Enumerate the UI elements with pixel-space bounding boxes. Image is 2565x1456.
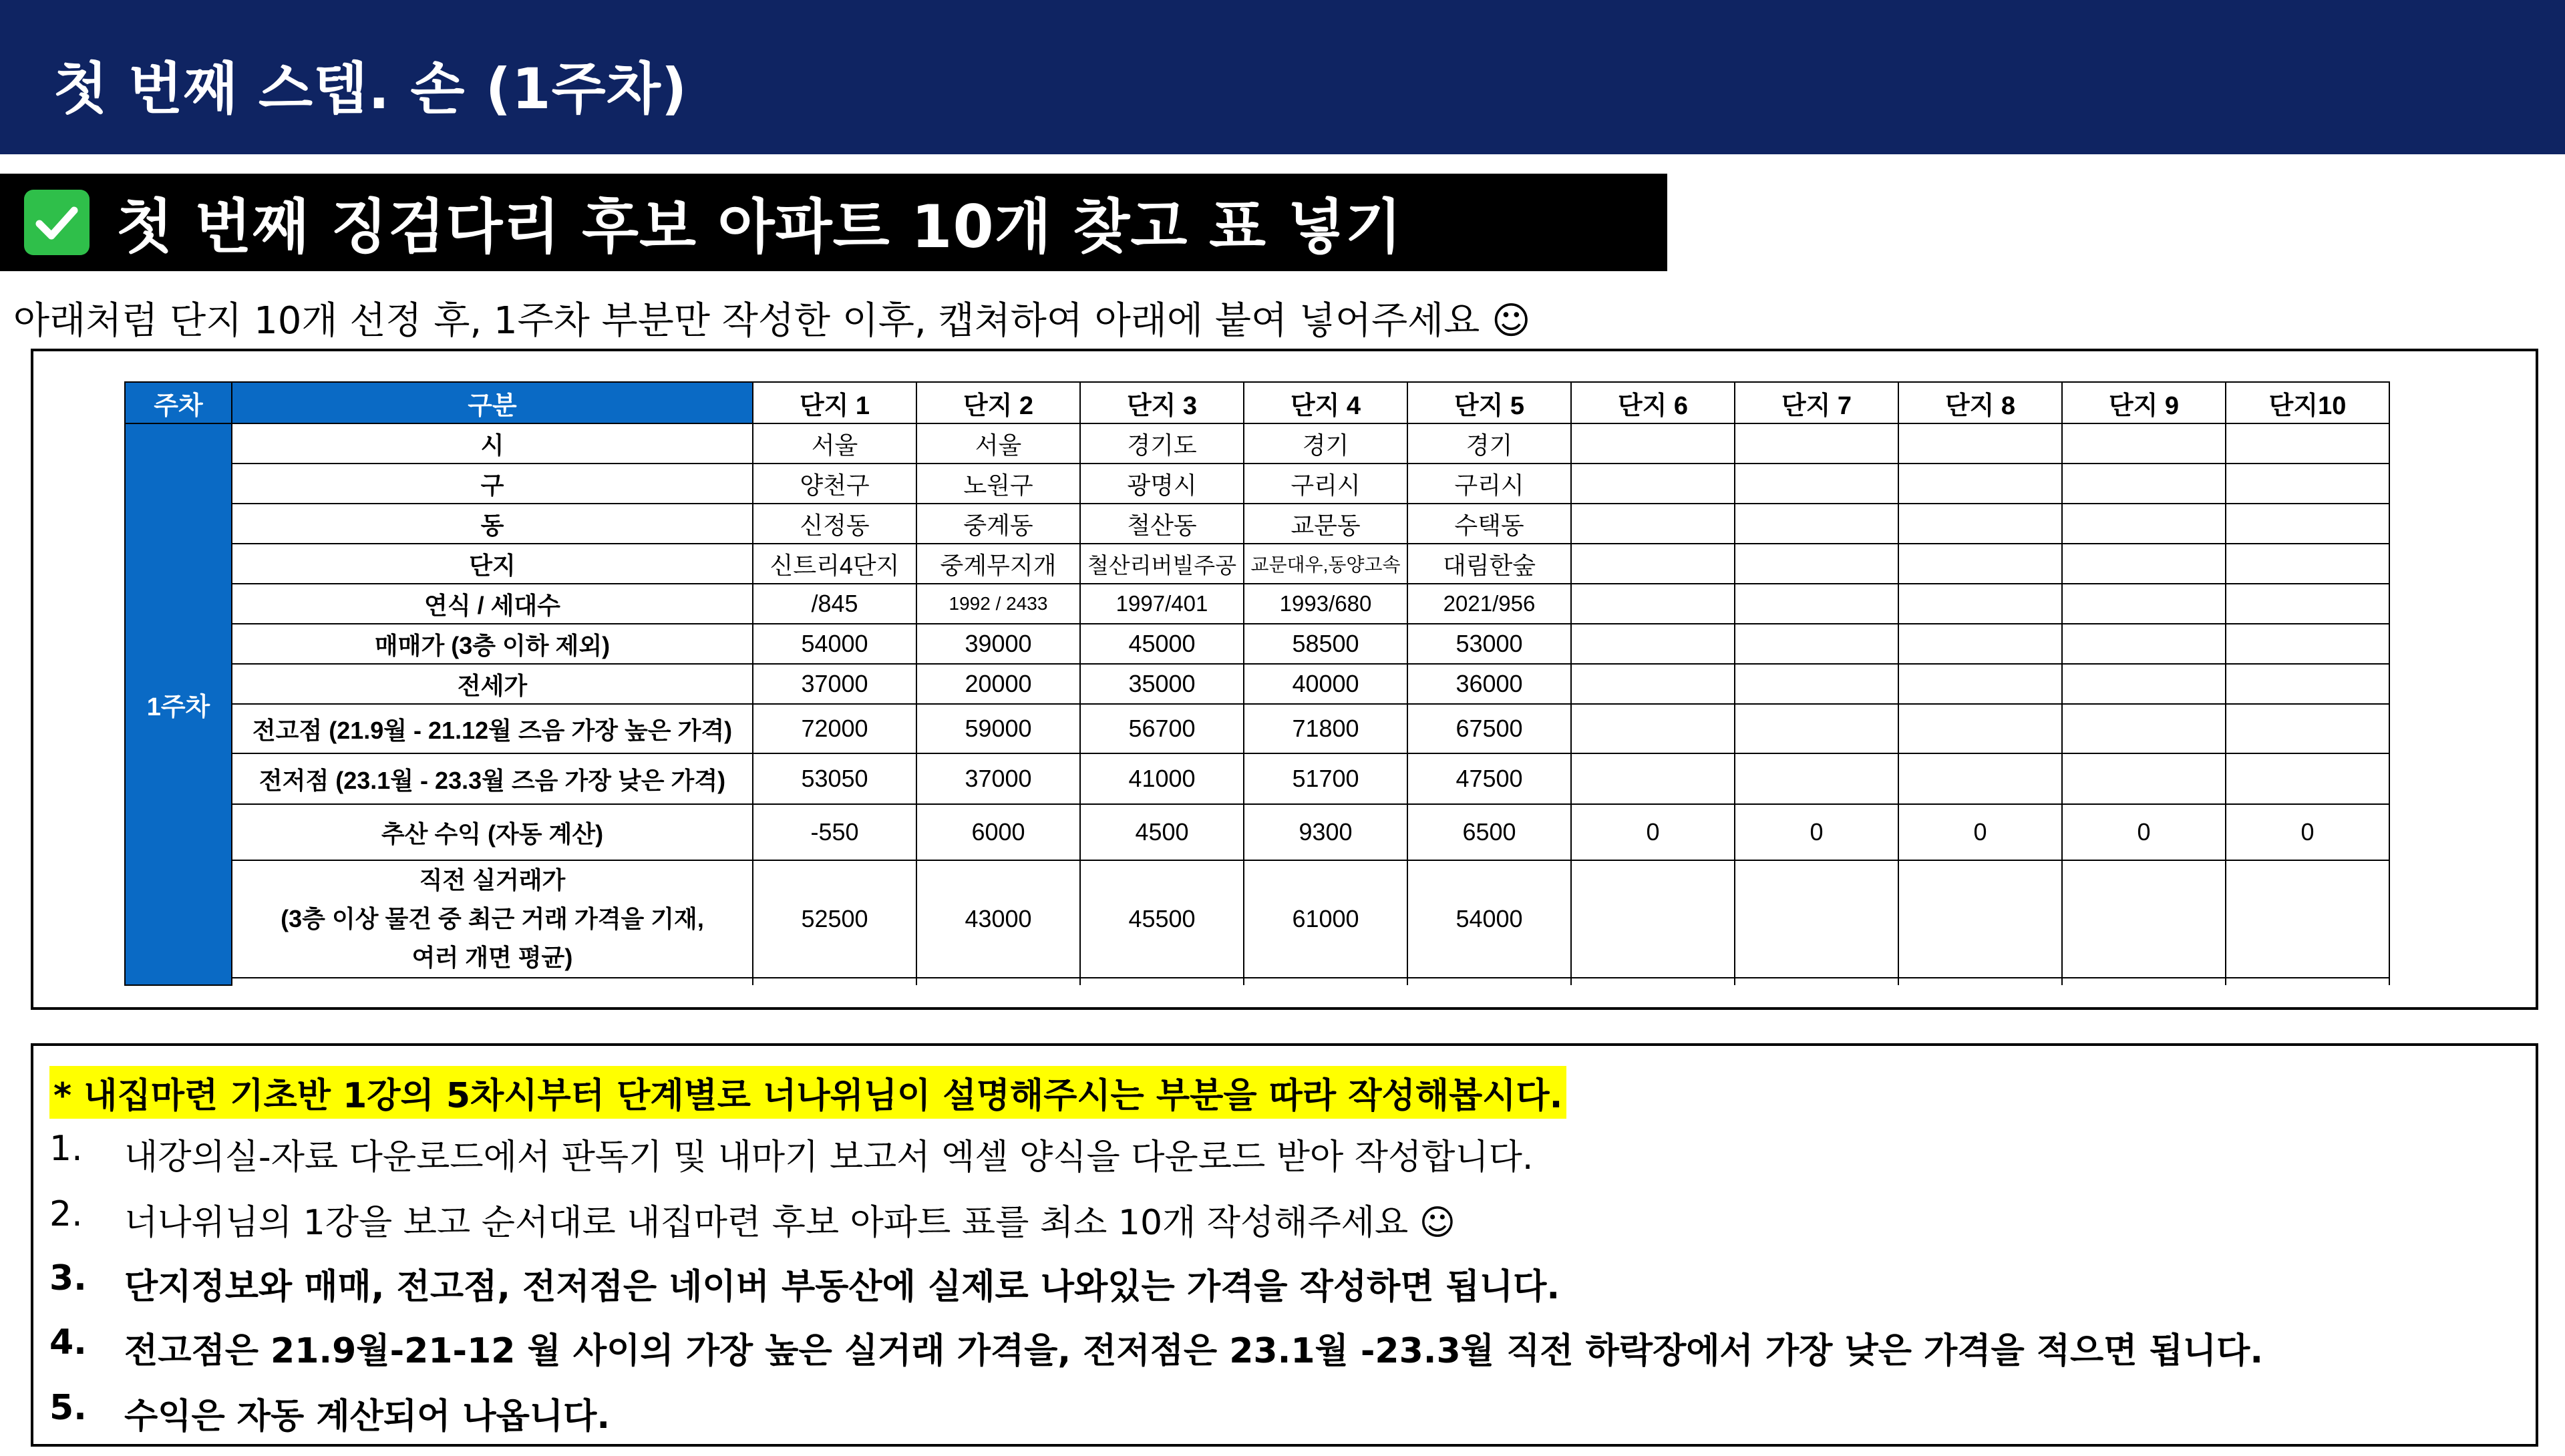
table-cell — [2226, 664, 2389, 704]
row-label: 시 — [232, 423, 753, 464]
table-cell — [1735, 544, 1898, 584]
table-cell: 철산동 — [1080, 504, 1244, 544]
table-cell: 노원구 — [916, 464, 1080, 504]
header-category: 구분 — [232, 382, 753, 423]
table-cell — [1571, 860, 1735, 978]
table-cell — [1735, 504, 1898, 544]
table-cell: 53000 — [1407, 624, 1571, 664]
table-cell: 1992 / 2433 — [916, 584, 1080, 624]
table-cell — [2062, 624, 2226, 664]
table-cell: 45500 — [1080, 860, 1244, 978]
table-header-row — [125, 382, 2389, 423]
note-item-1 — [49, 1129, 1533, 1179]
table-cell: 45000 — [1080, 624, 1244, 664]
table-cell — [2062, 464, 2226, 504]
notes-highlight: * 내집마련 기초반 1강의 5차시부터 단계별로 너나위님이 설명해주시는 부분을 따라 작성해봅시다. — [49, 1066, 1566, 1119]
table-cell: 중계무지개 — [916, 544, 1080, 584]
row-label: 연식 / 세대수 — [232, 584, 753, 624]
table-row — [125, 464, 2389, 504]
table-bottom-padding — [125, 978, 2389, 985]
header-complex-4: 단지 4 — [1244, 382, 1407, 423]
checkmark-icon — [24, 190, 90, 255]
table-cell — [1735, 584, 1898, 624]
table-cell: 서울 — [753, 423, 916, 464]
table-cell — [2062, 704, 2226, 753]
table-cell: 구리시 — [1407, 464, 1571, 504]
table-cell — [2062, 504, 2226, 544]
note-number: 5. — [49, 1388, 87, 1428]
notes-box — [31, 1043, 2538, 1447]
table-row — [125, 753, 2389, 804]
table-cell — [1571, 704, 1735, 753]
padding-cell — [1571, 978, 1735, 985]
note-item-5 — [49, 1388, 610, 1438]
table-cell — [1898, 860, 2062, 978]
padding-cell — [2062, 978, 2226, 985]
table-cell — [1735, 464, 1898, 504]
table-cell — [2062, 664, 2226, 704]
table-cell: 6500 — [1407, 804, 1571, 860]
table-row — [125, 860, 2389, 978]
row-label: 구 — [232, 464, 753, 504]
row-label: 전저점 (23.1월 - 23.3월 즈음 가장 낮은 가격) — [232, 753, 753, 804]
table-cell — [1735, 753, 1898, 804]
table-cell — [2226, 584, 2389, 624]
table-cell: /845 — [753, 584, 916, 624]
table-cell — [2062, 584, 2226, 624]
table-cell: 59000 — [916, 704, 1080, 753]
table-cell: 56700 — [1080, 704, 1244, 753]
table-cell: 4500 — [1080, 804, 1244, 860]
header-complex-7: 단지 7 — [1735, 382, 1898, 423]
table-cell: 53050 — [753, 753, 916, 804]
table-cell: 41000 — [1080, 753, 1244, 804]
table-cell — [2226, 544, 2389, 584]
note-number: 2. — [49, 1194, 83, 1234]
candidate-table — [124, 381, 2390, 986]
table-cell: 47500 — [1407, 753, 1571, 804]
padding-cell — [916, 978, 1080, 985]
table-cell — [1898, 624, 2062, 664]
table-cell — [1735, 664, 1898, 704]
row-label — [232, 860, 753, 978]
note-text: 단지정보와 매매, 전고점, 전저점은 네이버 부동산에 실제로 나와있는 가격을 작성하면 됩니다. — [124, 1267, 1560, 1307]
table-cell: 0 — [2062, 804, 2226, 860]
table-cell: 0 — [1898, 804, 2062, 860]
table-cell: 52500 — [753, 860, 916, 978]
table-cell — [2226, 753, 2389, 804]
table-row — [125, 544, 2389, 584]
note-item-3 — [49, 1258, 1560, 1308]
table-cell — [2226, 504, 2389, 544]
table-row — [125, 624, 2389, 664]
padding-cell — [1244, 978, 1407, 985]
header-complex-1: 단지 1 — [753, 382, 916, 423]
table-cell — [1898, 544, 2062, 584]
header-bar — [0, 0, 2565, 154]
section-title: 첫 번째 징검다리 후보 아파트 10개 찾고 표 넣기 — [116, 192, 1403, 261]
table-cell: 1997/401 — [1080, 584, 1244, 624]
row-label-line: 직전 실거래가 — [419, 866, 566, 894]
header-complex-8: 단지 8 — [1898, 382, 2062, 423]
table-cell — [2062, 753, 2226, 804]
section-banner — [0, 174, 1667, 271]
padding-cell — [1407, 978, 1571, 985]
table-cell — [2062, 544, 2226, 584]
table-cell: 58500 — [1244, 624, 1407, 664]
table-cell: 35000 — [1080, 664, 1244, 704]
header-complex-9: 단지 9 — [2062, 382, 2226, 423]
table-cell: 9300 — [1244, 804, 1407, 860]
table-cell: 54000 — [753, 624, 916, 664]
table-cell — [1898, 664, 2062, 704]
table-row — [125, 584, 2389, 624]
table-cell: 71800 — [1244, 704, 1407, 753]
table-cell: 1993/680 — [1244, 584, 1407, 624]
table-row — [125, 423, 2389, 464]
table-cell: 수택동 — [1407, 504, 1571, 544]
table-cell: 51700 — [1244, 753, 1407, 804]
row-label: 매매가 (3층 이하 제외) — [232, 624, 753, 664]
row-label: 전세가 — [232, 664, 753, 704]
table-row — [125, 664, 2389, 704]
table-cell: 0 — [2226, 804, 2389, 860]
table-cell: 교문동 — [1244, 504, 1407, 544]
row-label: 추산 수익 (자동 계산) — [232, 804, 753, 860]
table-cell: 37000 — [916, 753, 1080, 804]
page-title: 첫 번째 스텝. 손 (1주차) — [53, 56, 688, 122]
table-cell — [1735, 704, 1898, 753]
note-number: 3. — [49, 1258, 87, 1298]
header-complex-6: 단지 6 — [1571, 382, 1735, 423]
table-cell: 교문대우,동양고속 — [1244, 544, 1407, 584]
table-cell — [1571, 504, 1735, 544]
table-cell: 경기 — [1407, 423, 1571, 464]
table-cell — [1898, 584, 2062, 624]
table-cell — [1571, 423, 1735, 464]
row-label-line: 여러 개면 평균) — [411, 944, 573, 971]
table-cell — [1898, 464, 2062, 504]
note-text: 수익은 자동 계산되어 나옵니다. — [124, 1397, 611, 1437]
table-cell — [1735, 624, 1898, 664]
table-cell — [1898, 753, 2062, 804]
row-label-line: (3층 이상 물건 중 최근 거래 가격을 기재, — [281, 905, 704, 932]
header-week: 주차 — [125, 382, 232, 423]
table-cell: 서울 — [916, 423, 1080, 464]
row-label: 단지 — [232, 544, 753, 584]
table-cell — [1571, 753, 1735, 804]
table-cell: 67500 — [1407, 704, 1571, 753]
note-item-2 — [49, 1194, 1456, 1244]
table-cell — [2226, 704, 2389, 753]
table-cell: 20000 — [916, 664, 1080, 704]
table-body — [125, 423, 2389, 985]
week-cell: 1주차 — [125, 423, 232, 985]
table-cell: 2021/956 — [1407, 584, 1571, 624]
table-cell — [1571, 664, 1735, 704]
padding-cell — [1898, 978, 2062, 985]
table-cell: 6000 — [916, 804, 1080, 860]
table-cell — [1898, 504, 2062, 544]
table-cell — [1571, 624, 1735, 664]
table-cell: 광명시 — [1080, 464, 1244, 504]
padding-cell — [232, 978, 753, 985]
table-cell — [2226, 860, 2389, 978]
table-cell — [1571, 544, 1735, 584]
table-cell — [1571, 584, 1735, 624]
table-cell — [2226, 423, 2389, 464]
table-cell: 신정동 — [753, 504, 916, 544]
note-text: 전고점은 21.9월-21-12 월 사이의 가장 높은 실거래 가격을, 전저점은 23.1월 -23.3월 직전 하락장에서 가장 낮은 가격을 적으면 됩니다. — [124, 1331, 2264, 1371]
table-cell: 신트리4단지 — [753, 544, 916, 584]
note-item-4 — [49, 1322, 2263, 1373]
note-text: 너나위님의 1강을 보고 순서대로 내집마련 후보 아파트 표를 최소 10개 작성해주세요 ☺ — [124, 1203, 1456, 1243]
table-cell: 36000 — [1407, 664, 1571, 704]
table-cell: -550 — [753, 804, 916, 860]
table-row — [125, 504, 2389, 544]
table-cell — [1735, 423, 1898, 464]
padding-cell — [753, 978, 916, 985]
padding-cell — [2226, 978, 2389, 985]
table-cell — [2226, 624, 2389, 664]
table-cell — [2062, 860, 2226, 978]
table-cell: 경기 — [1244, 423, 1407, 464]
header-complex-3: 단지 3 — [1080, 382, 1244, 423]
table-row — [125, 804, 2389, 860]
table-cell — [1898, 423, 2062, 464]
padding-cell — [1735, 978, 1898, 985]
table-cell: 구리시 — [1244, 464, 1407, 504]
table-cell: 40000 — [1244, 664, 1407, 704]
table-cell: 54000 — [1407, 860, 1571, 978]
table-cell: 43000 — [916, 860, 1080, 978]
table-cell — [1898, 704, 2062, 753]
table-cell — [1735, 860, 1898, 978]
intro-instruction: 아래처럼 단지 10개 선정 후, 1주차 부분만 작성한 이후, 캡쳐하여 아래에 붙여 넣어주세요 ☺ — [13, 299, 1531, 343]
table-cell — [2062, 423, 2226, 464]
table-cell — [2226, 464, 2389, 504]
header-complex-5: 단지 5 — [1407, 382, 1571, 423]
table-cell: 39000 — [916, 624, 1080, 664]
row-label: 동 — [232, 504, 753, 544]
table-cell: 양천구 — [753, 464, 916, 504]
table-cell: 37000 — [753, 664, 916, 704]
table-cell: 0 — [1571, 804, 1735, 860]
table-cell: 0 — [1735, 804, 1898, 860]
note-text: 내강의실-자료 다운로드에서 판독기 및 내마기 보고서 엑셀 양식을 다운로드 받아 작성합니다. — [124, 1137, 1534, 1177]
note-number: 4. — [49, 1322, 87, 1362]
table-cell: 철산리버빌주공 — [1080, 544, 1244, 584]
table-cell: 경기도 — [1080, 423, 1244, 464]
table-cell — [1571, 464, 1735, 504]
padding-cell — [1080, 978, 1244, 985]
table-cell: 61000 — [1244, 860, 1407, 978]
header-complex-10: 단지10 — [2226, 382, 2389, 423]
table-cell: 대림한숲 — [1407, 544, 1571, 584]
header-complex-2: 단지 2 — [916, 382, 1080, 423]
table-cell: 72000 — [753, 704, 916, 753]
table-cell: 중계동 — [916, 504, 1080, 544]
note-number: 1. — [49, 1129, 83, 1169]
row-label: 전고점 (21.9월 - 21.12월 즈음 가장 높은 가격) — [232, 704, 753, 753]
table-row — [125, 704, 2389, 753]
